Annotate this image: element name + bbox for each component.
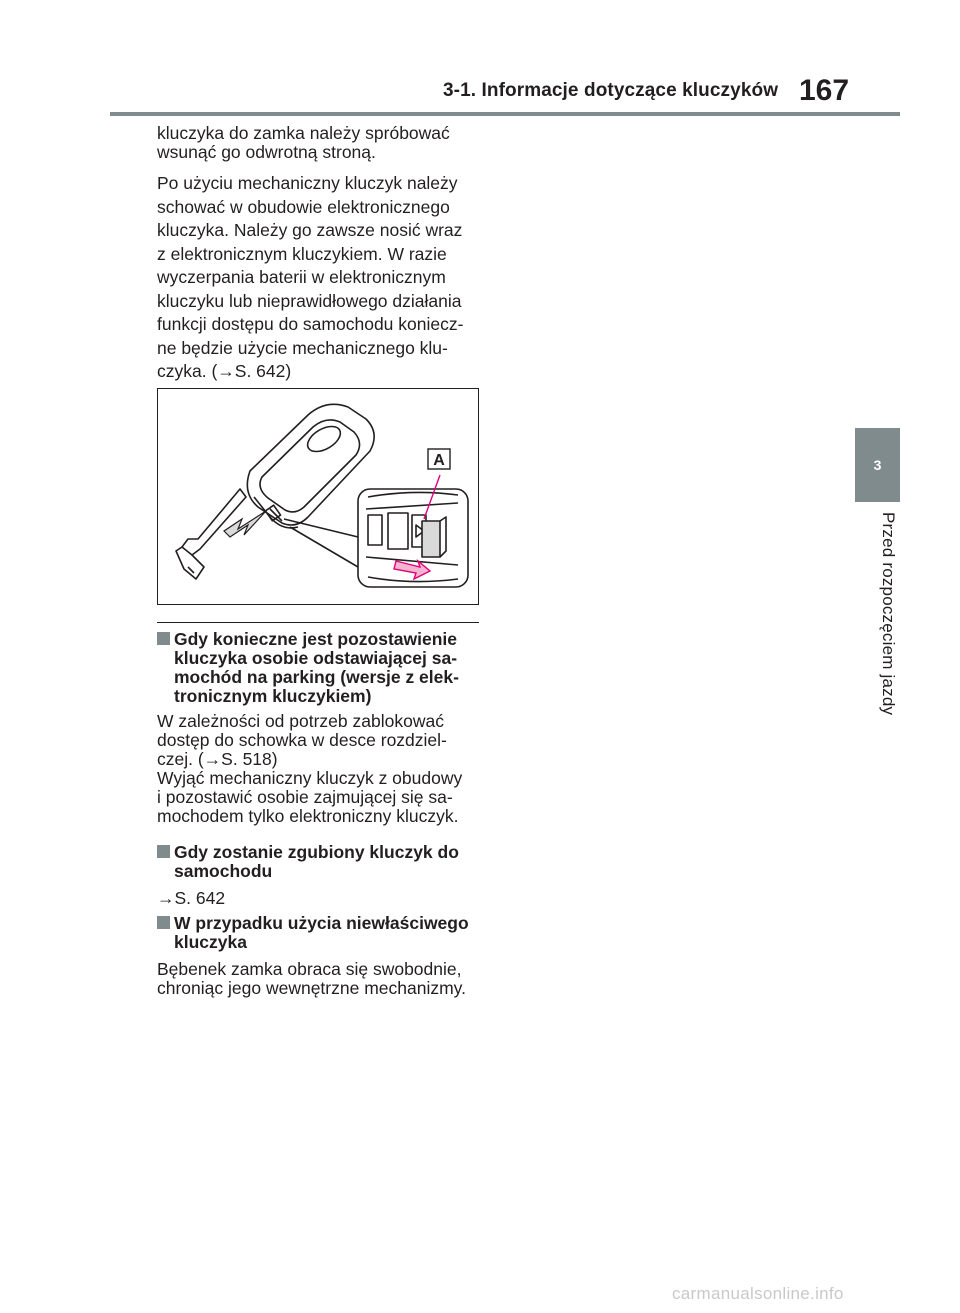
text-line: z elektronicznym kluczykiem. W razie: [157, 243, 447, 264]
text-line: tronicznym kluczykiem): [174, 686, 372, 706]
key-illustration-drawing: [158, 389, 478, 604]
text-line: W zależności od potrzeb zablokować: [157, 711, 444, 731]
text-line: kluczyka. Należy go zawsze nosić wraz: [157, 220, 463, 240]
text-line: Gdy konieczne jest pozostawienie: [174, 629, 457, 649]
section-heading: [157, 914, 482, 952]
chapter-tab: [855, 428, 900, 502]
section-title: 3-1. Informacje dotyczące kluczyków: [443, 80, 779, 101]
text-line: mochodem tylko elektroniczny kluczyk.: [157, 806, 459, 826]
text-line: ne będzie użycie mechanicznego klu-: [157, 337, 448, 358]
text-line: i pozostawić osobie zajmującej się sa-: [157, 787, 453, 807]
square-bullet-icon: [157, 632, 170, 645]
section-lost-key: [157, 843, 482, 908]
section-body: [157, 712, 482, 826]
text-line: kluczyka osobie odstawiającej sa-: [174, 648, 458, 668]
chapter-label: Przed rozpoczęciem jazdy: [879, 512, 898, 716]
key-illustration: [157, 388, 479, 605]
section-wrong-key: [157, 914, 482, 998]
intro-paragraph-1: [157, 124, 482, 162]
text-line: samochodu: [174, 861, 273, 881]
section-body: [157, 889, 482, 908]
text-line: kluczyka do zamka należy spróbować: [157, 123, 450, 143]
chapter-number: 3: [873, 457, 882, 473]
square-bullet-icon: [157, 916, 170, 929]
page-reference: →S. 642: [157, 888, 226, 908]
text-line: mochód na parking (wersje z elek-: [174, 667, 459, 687]
section-body: [157, 960, 482, 998]
callout-label-a: A: [433, 452, 445, 469]
section-parking: [157, 630, 482, 826]
section-divider: [157, 622, 479, 623]
text-line: wyczerpania baterii w elektronicznym: [157, 267, 446, 287]
watermark: carmanualsonline.info: [672, 1284, 844, 1303]
section-heading: [157, 630, 482, 706]
intro-paragraph-2: [157, 172, 482, 384]
text-line: chroniąc jego wewnętrzne mechanizmy.: [157, 978, 466, 998]
text-line: czyka. (→S. 642): [157, 361, 292, 381]
header-rule: [110, 112, 900, 116]
text-line: Bębenek zamka obraca się swobodnie,: [157, 959, 462, 979]
text-line: W przypadku użycia niewłaściwego: [174, 913, 469, 933]
text-line: kluczyku lub nieprawidłowego działania: [157, 290, 462, 311]
text-line: Gdy zostanie zgubiony kluczyk do: [174, 842, 459, 862]
text-line: Wyjąć mechaniczny kluczyk z obudowy: [157, 768, 463, 788]
text-line: czej. (→S. 518): [157, 749, 278, 769]
section-heading: [157, 843, 482, 881]
text-line: wsunąć go odwrotną stroną.: [157, 142, 376, 162]
text-line: schować w obudowie elektronicznego: [157, 196, 450, 217]
square-bullet-icon: [157, 845, 170, 858]
text-line: dostęp do schowka w desce rozdziel-: [157, 730, 447, 750]
text-line: funkcji dostępu do samochodu koniecz-: [157, 314, 464, 334]
text-line: Po użyciu mechaniczny kluczyk należy: [157, 173, 458, 193]
page-number: 167: [799, 74, 850, 107]
text-line: kluczyka: [174, 932, 247, 952]
